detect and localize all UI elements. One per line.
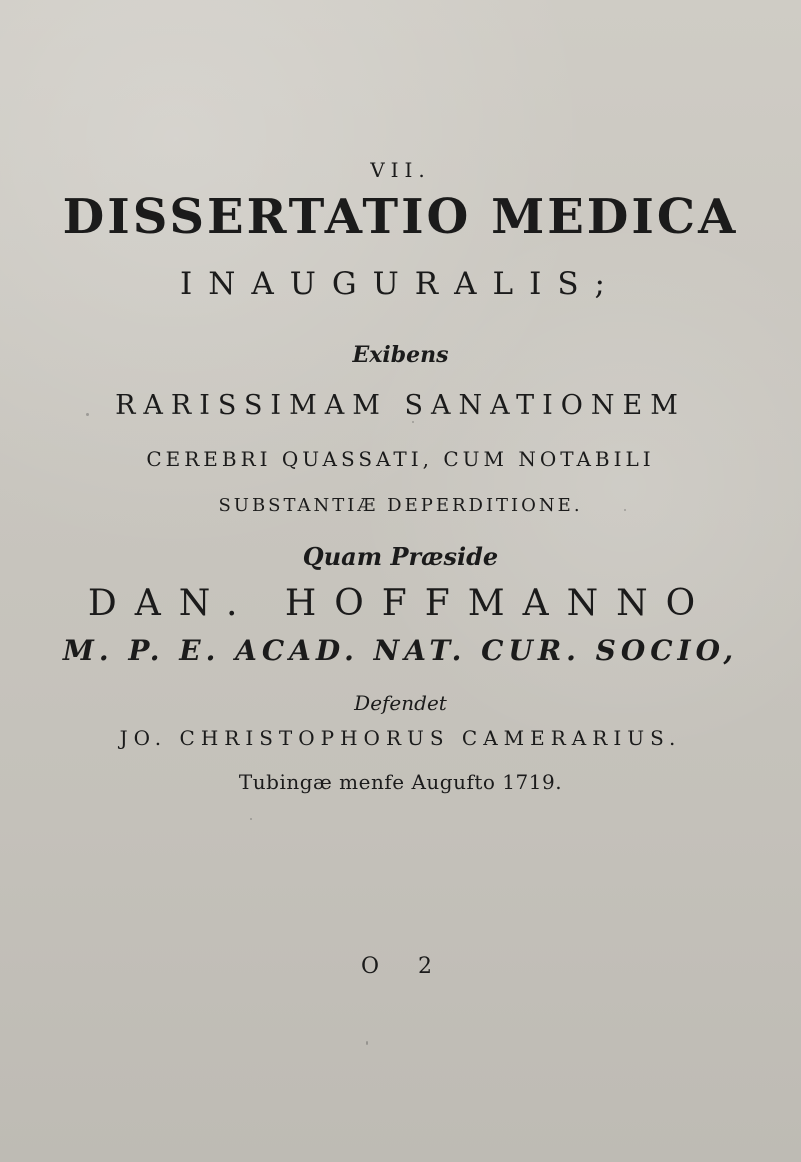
quam-praeside-label: Quam Præside	[302, 542, 499, 571]
paper-speck	[250, 818, 252, 820]
dissertation-title: DISSERTATIO MEDICA	[62, 189, 739, 245]
topic-line-3: SUBSTANTIÆ DEPERDITIONE.	[218, 495, 583, 516]
topic-line-1: RARISSIMAM SANATIONEM	[115, 390, 686, 421]
paper-speck	[412, 421, 414, 423]
dissertation-subtitle: INAUGURALIS;	[179, 266, 621, 302]
praeses-title: M. P. E. ACAD. NAT. CUR. SOCIO,	[62, 634, 739, 667]
dissertation-number: VII.	[370, 158, 431, 182]
exhibens-label: Exibens	[352, 342, 449, 368]
paper-speck	[624, 509, 626, 511]
signature-mark: O 2	[360, 954, 449, 979]
defendet-label: Defendet	[354, 691, 447, 715]
place-date-line: Tubingæ menfe Augufto 1719.	[238, 770, 563, 794]
praeses-name: DAN. HOFFMANNO	[87, 583, 714, 624]
paper-speck	[86, 413, 89, 416]
respondent-name: JO. CHRISTOPHORUS CAMERARIUS.	[119, 726, 682, 750]
paper-speck	[366, 1041, 368, 1045]
topic-line-2: CEREBRI QUASSATI, CUM NOTABILI	[146, 447, 655, 471]
